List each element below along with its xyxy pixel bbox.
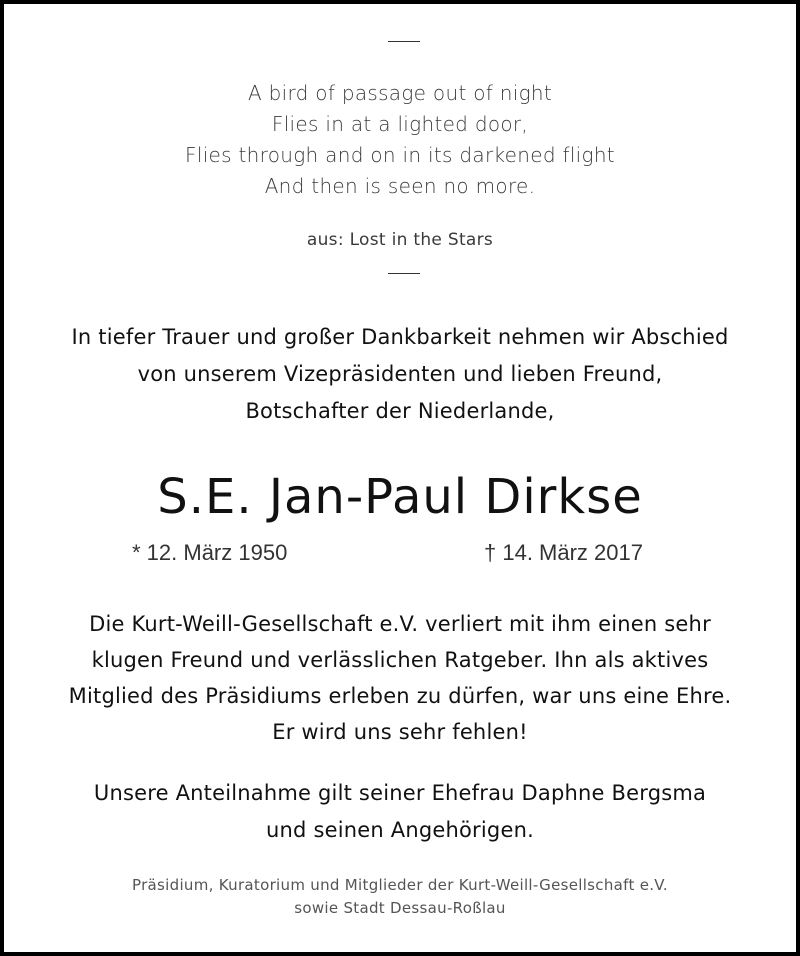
- middle-divider: [388, 273, 420, 274]
- condolence-line: und seinen Angehörigen.: [266, 818, 534, 842]
- intro-line: Botschafter der Niederlande,: [245, 399, 555, 423]
- poem: [4, 78, 796, 202]
- signature: [4, 874, 796, 920]
- intro-text: [4, 319, 796, 430]
- poem-line: A bird of passage out of night: [247, 81, 553, 105]
- birth-date: * 12. März 1950: [132, 540, 288, 565]
- death-date: † 14. März 2017: [484, 540, 643, 565]
- tribute-line: Die Kurt-Weill-Gesellschaft e.V. verliert mit ihm einen sehr: [89, 612, 711, 636]
- signature-line: sowie Stadt Dessau-Roßlau: [294, 899, 506, 917]
- deceased-name: S.E. Jan-Paul Dirkse: [157, 469, 643, 525]
- intro-line: von unserem Vizepräsidenten und lieben Freund,: [137, 362, 663, 386]
- condolence-text: [4, 775, 796, 849]
- poem-line: And then is seen no more.: [264, 174, 536, 198]
- condolence-line: Unsere Anteilnahme gilt seiner Ehefrau Daphne Bergsma: [93, 781, 707, 805]
- signature-line: Präsidium, Kuratorium und Mitglieder der Kurt-Weill-Gesellschaft e.V.: [132, 876, 668, 894]
- intro-line: In tiefer Trauer und großer Dankbarkeit nehmen wir Abschied: [71, 325, 729, 349]
- poem-line: Flies through and on in its darkened flight: [185, 143, 615, 167]
- tribute-line: klugen Freund und verlässlichen Ratgeber. Ihn als aktives: [91, 648, 709, 672]
- poem-source: aus: Lost in the Stars: [306, 230, 494, 250]
- tribute-line: Er wird uns sehr fehlen!: [272, 720, 528, 744]
- tribute-line: Mitglied des Präsidiums erleben zu dürfen, war uns eine Ehre.: [68, 684, 732, 708]
- tribute-text: [4, 606, 796, 750]
- top-divider: [388, 41, 420, 42]
- poem-line: Flies in at a lighted door,: [271, 112, 529, 136]
